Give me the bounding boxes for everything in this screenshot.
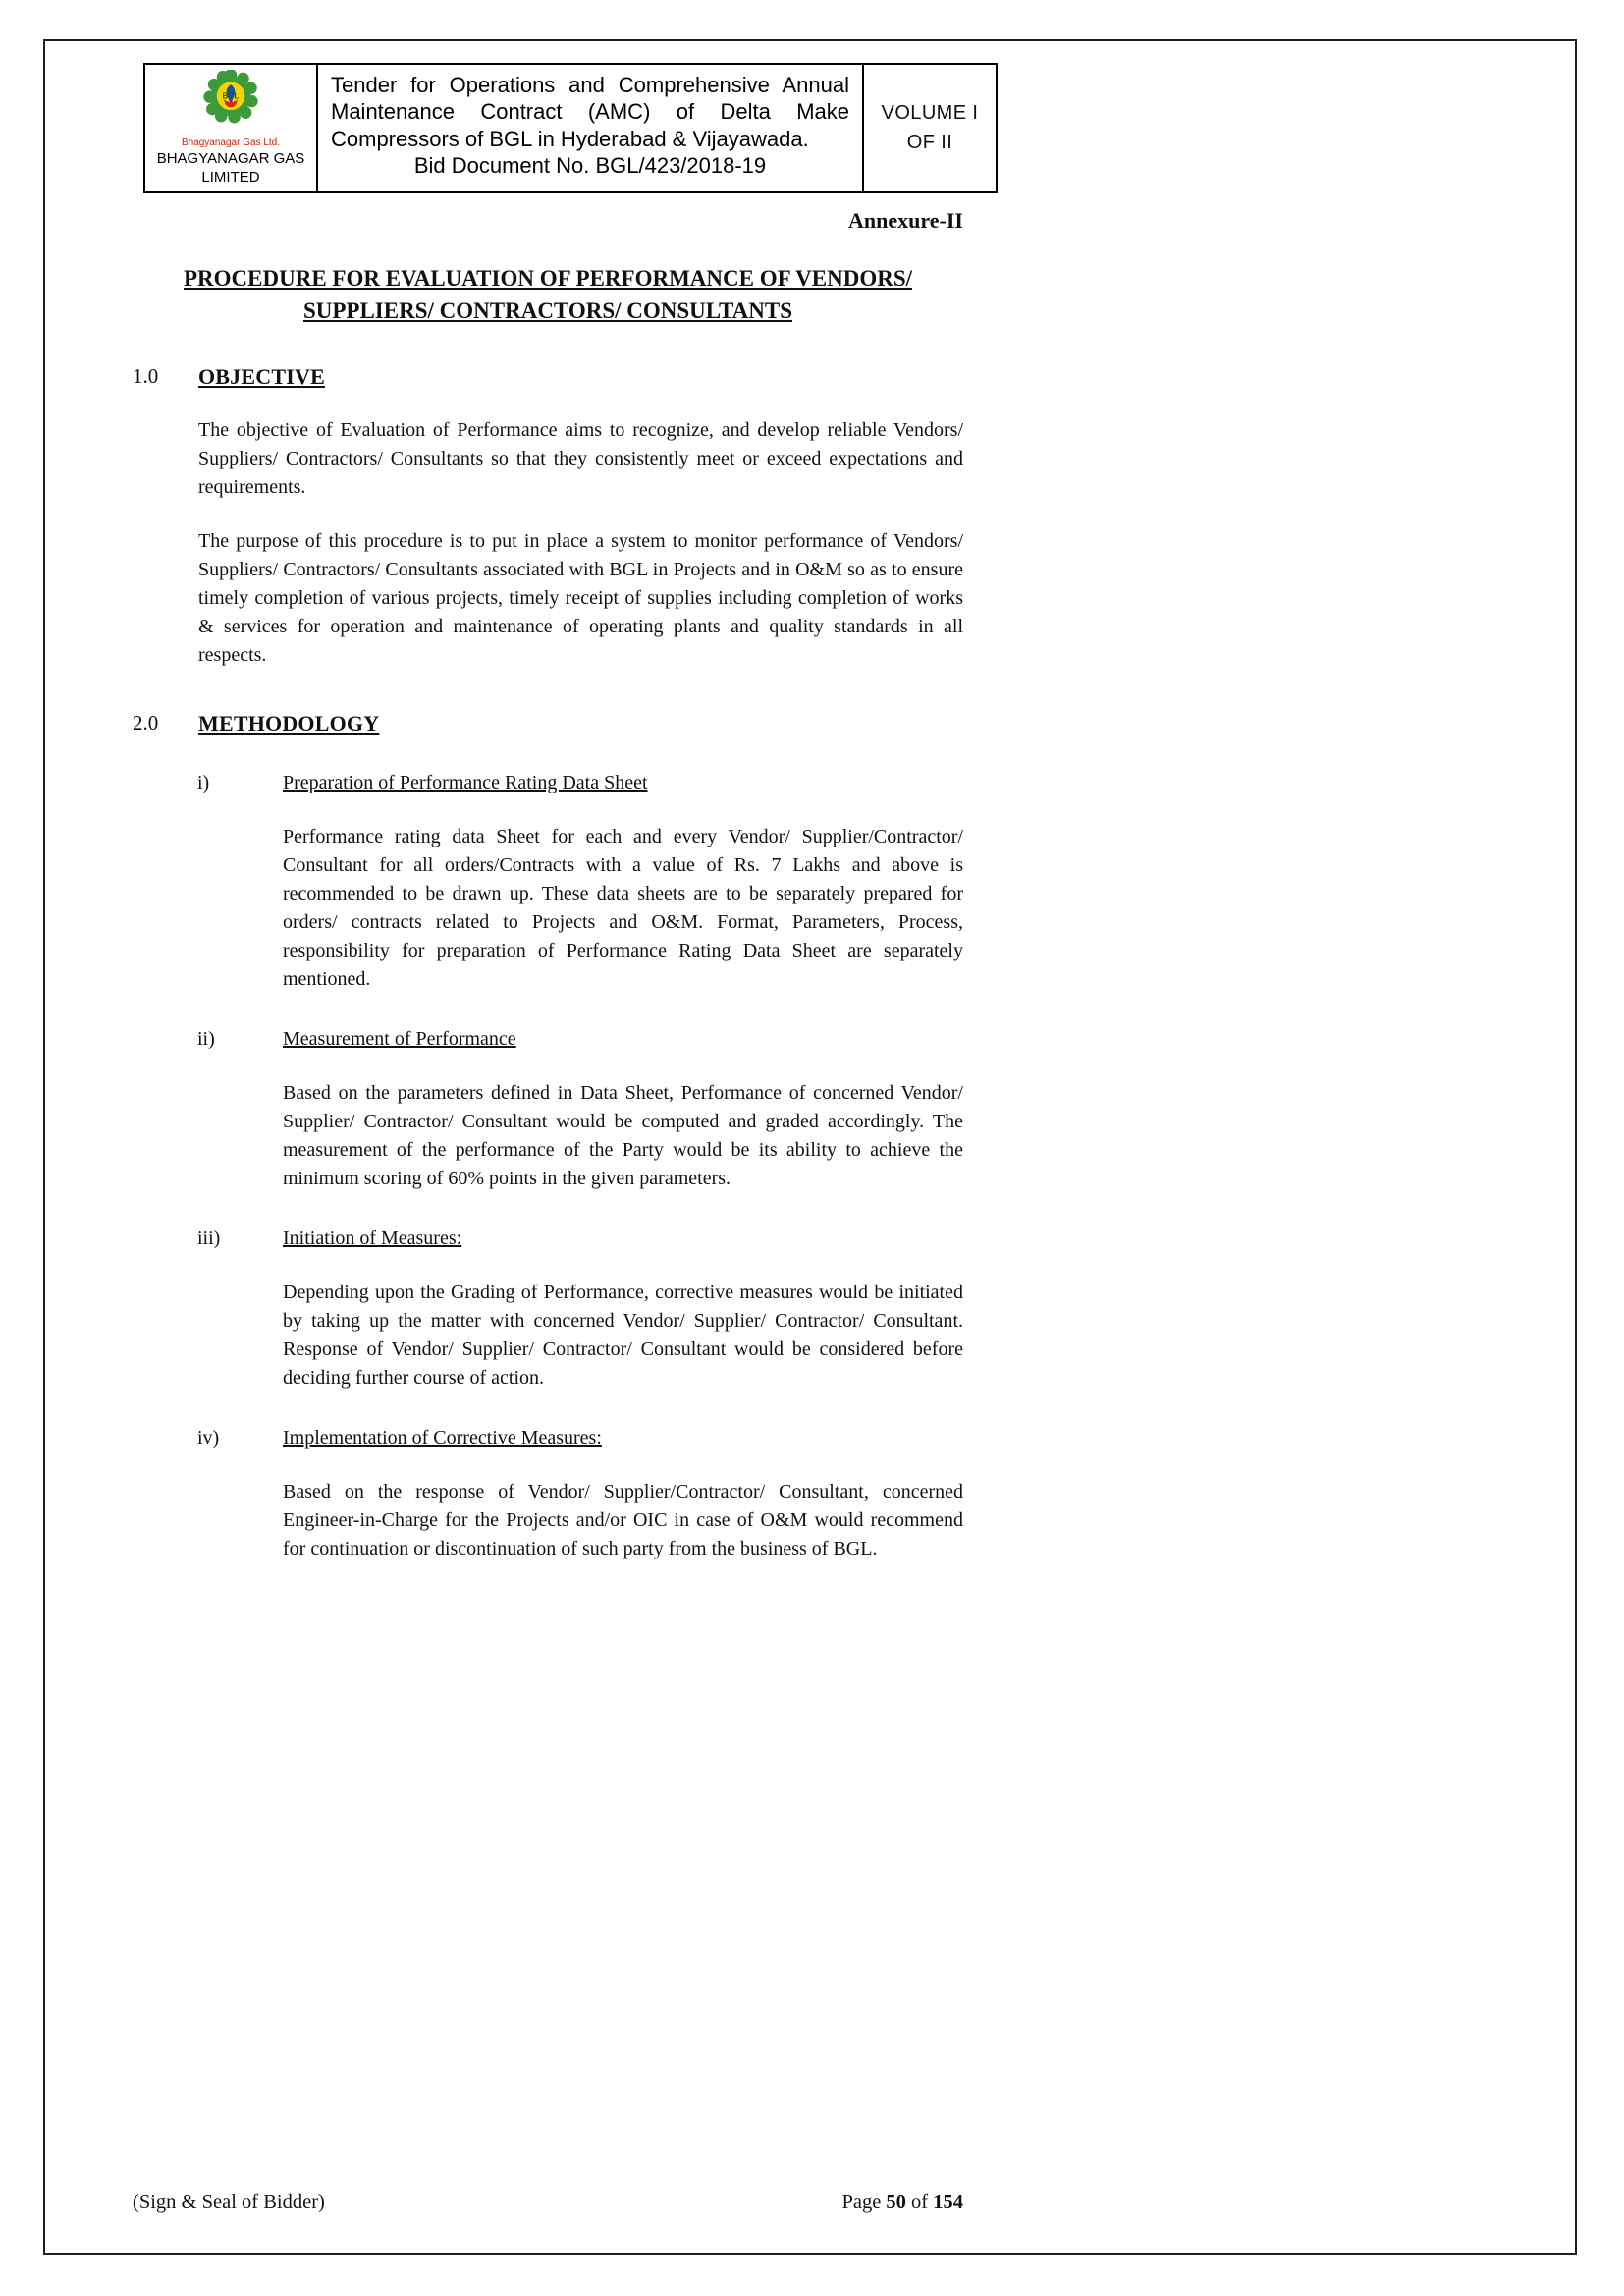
- page-number: 50: [886, 2191, 906, 2213]
- paragraph: The objective of Evaluation of Performance aims to recognize, and develop reliable Vendors/ Suppliers/ Contractors/ Consultants so that they consistently meet or exceed expectations and requirements.: [198, 419, 963, 498]
- document-body: [133, 192, 963, 1563]
- page-word: Page: [841, 2191, 882, 2213]
- item-paragraph: Performance rating data Sheet for each and every Vendor/ Supplier/Contractor/ Consultant for all orders/Contracts with a value of Rs. 7 Lakhs and above is recommended to be drawn up. These data sheets are to be separately prepared for orders/ contracts related to Projects and O&M. Format, Parameters, Process, responsibility for preparation of Performance Rating Data Sheet are separately mentioned.: [283, 826, 963, 990]
- item-heading: Implementation of Corrective Measures:: [283, 1427, 602, 1449]
- item-paragraph: Based on the parameters defined in Data Sheet, Performance of concerned Vendor/ Supplier/ Contractor/ Consultant would be computed and graded accordingly. The measurement of the performance of the Party would be its ability to achieve the minimum scoring of 60% points in the given parameters.: [283, 1082, 963, 1189]
- tender-title-cell: [318, 65, 864, 191]
- section-number: 2.0: [133, 711, 159, 735]
- total-pages: 154: [933, 2191, 963, 2213]
- item-paragraph: Depending upon the Grading of Performance, corrective measures would be initiated by taking up the matter with concerned Vendor/ Supplier/ Contractor/ Consultant. Response of Vendor/ Supplier/ Contractor/ Consultant would be considered before deciding further course of action.: [283, 1282, 963, 1389]
- item-heading: Preparation of Performance Rating Data Sheet: [283, 772, 648, 793]
- volume-line2: OF II: [906, 132, 953, 154]
- volume-line1: VOLUME I: [881, 102, 979, 125]
- item-content: [283, 769, 963, 994]
- company-name-line2: LIMITED: [201, 168, 260, 186]
- item-paragraph: Based on the response of Vendor/ Supplier/Contractor/ Consultant, concerned Engineer-in-Charge for the Projects and/or OIC in case of O&M would recommend for continuation or discontinuation of such party from the business of BGL.: [283, 1481, 963, 1559]
- item-heading: Initiation of Measures:: [283, 1228, 462, 1249]
- tender-title: Tender for Operations and Comprehensive Annual Maintenance Contract (AMC) of Delta Make Compressors of BGL in Hyderabad & Vijayawada.: [331, 73, 849, 151]
- method-item-iv: [133, 1424, 963, 1563]
- item-label: iii): [197, 1228, 221, 1249]
- annexure-label: Annexure-II: [848, 208, 963, 233]
- document-title: [133, 262, 963, 327]
- document-header-table: [143, 63, 998, 193]
- company-name-line1: BHAGYANAGAR GAS: [156, 150, 305, 167]
- document-title-line1: PROCEDURE FOR EVALUATION OF PERFORMANCE OF VENDORS/: [184, 266, 912, 291]
- method-item-ii: [133, 1025, 963, 1193]
- paragraph: The purpose of this procedure is to put in place a system to monitor performance of Vendors/ Suppliers/ Contractors/ Consultants associated with BGL in Projects and in O&M so as to ensure timely completion of various projects, timely receipt of supplies including completion of works & services for operation and maintenance of operating plants and quality standards in all respects.: [198, 530, 963, 666]
- svg-text:BGL: BGL: [222, 91, 240, 101]
- item-heading: Measurement of Performance: [283, 1028, 516, 1050]
- item-label: i): [197, 772, 210, 793]
- method-item-iii: [133, 1225, 963, 1393]
- section-methodology: [133, 709, 963, 738]
- section-number: 1.0: [133, 364, 159, 388]
- page-footer: [133, 2191, 963, 2214]
- volume-cell: [864, 65, 996, 191]
- section-body: [198, 709, 963, 738]
- of-word: of: [911, 2191, 929, 2213]
- item-content: [283, 1025, 963, 1193]
- bgl-logo-icon: [195, 70, 266, 139]
- logo-caption: Bhagyanagar Gas Ltd.: [181, 137, 281, 148]
- company-name: [157, 150, 305, 188]
- item-content: [283, 1424, 963, 1563]
- method-item-i: [133, 769, 963, 994]
- item-label: ii): [197, 1028, 215, 1050]
- section-heading: OBJECTIVE: [198, 364, 325, 389]
- bid-document-number: Bid Document No. BGL/423/2018-19: [413, 152, 767, 178]
- item-content: [283, 1225, 963, 1393]
- section-body: [198, 362, 963, 670]
- sign-seal-note: (Sign & Seal of Bidder): [133, 2191, 325, 2213]
- page-indicator: [841, 2191, 963, 2214]
- item-label: iv): [197, 1427, 220, 1449]
- section-objective: [133, 362, 963, 670]
- section-heading: METHODOLOGY: [198, 711, 380, 736]
- document-title-line2: SUPPLIERS/ CONTRACTORS/ CONSULTANTS: [302, 299, 793, 323]
- logo-cell: [145, 65, 318, 191]
